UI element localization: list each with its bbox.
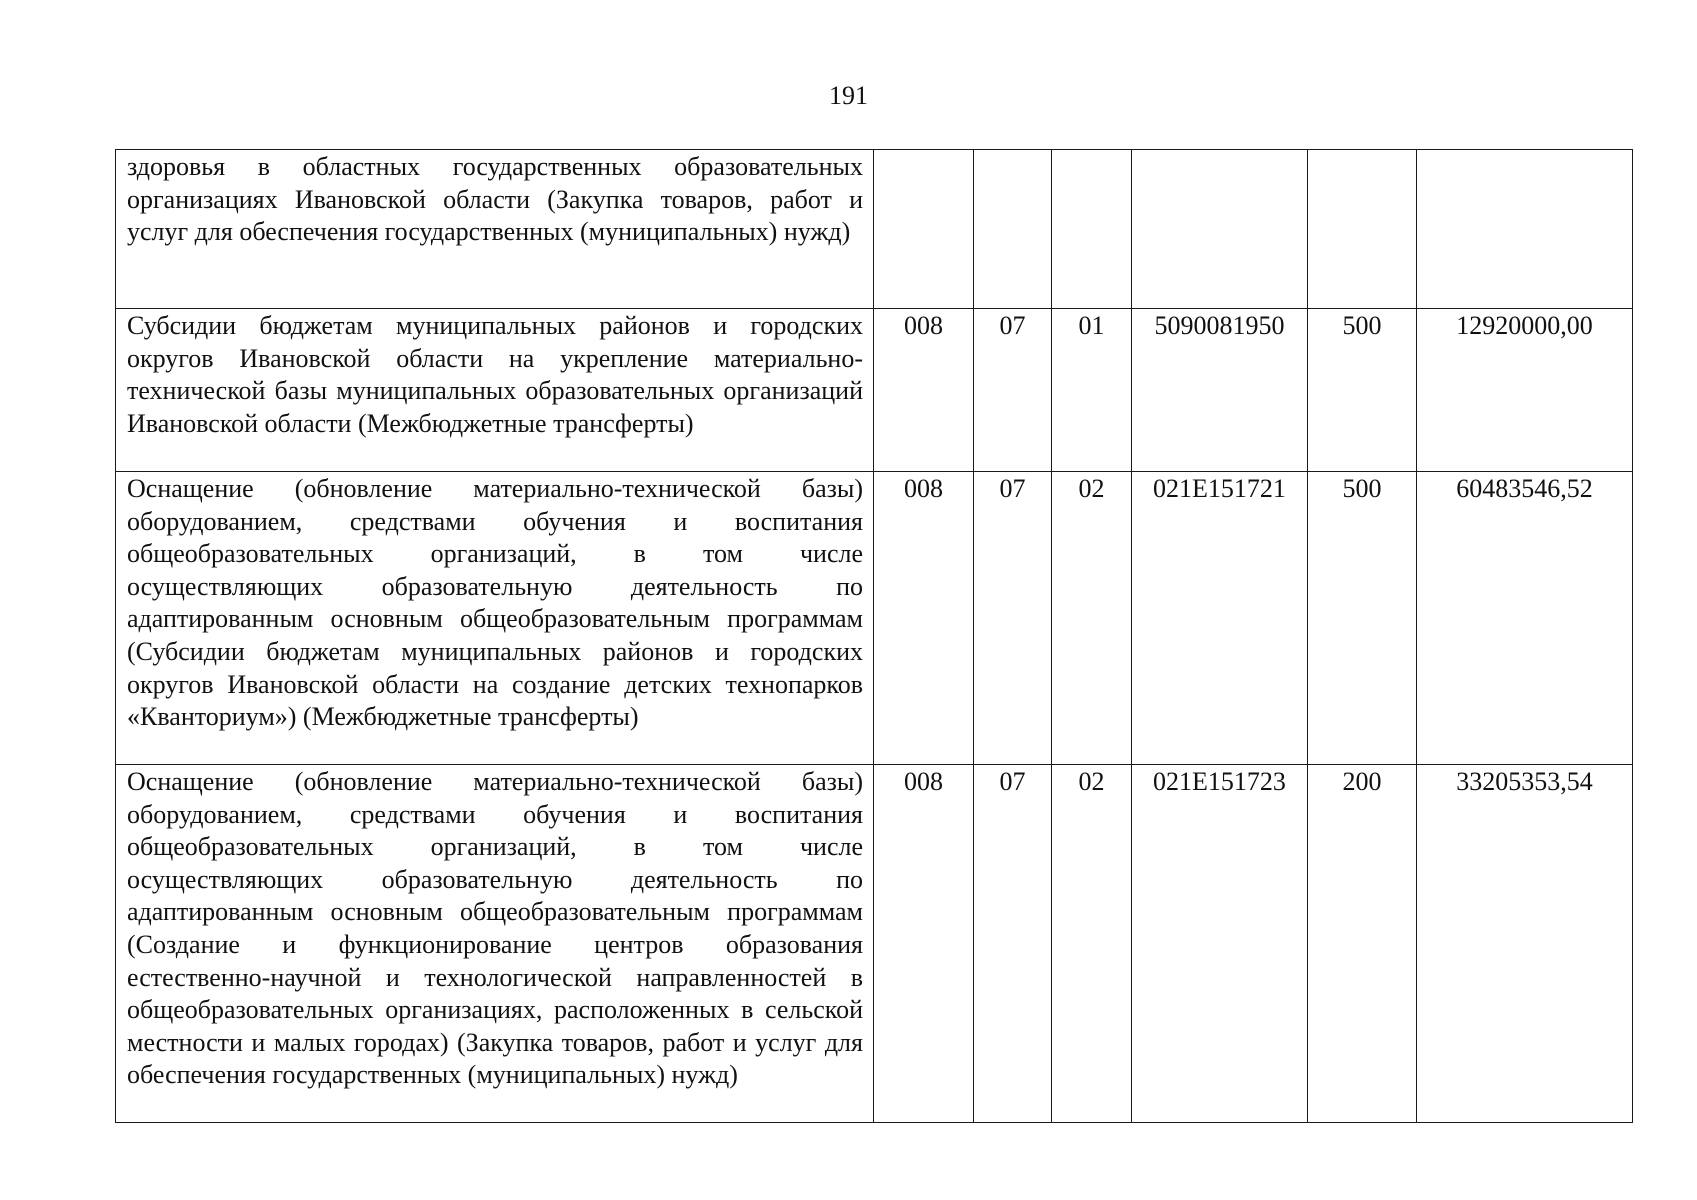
row-vr-code: 200: [1308, 765, 1417, 1123]
row-cs-code: [1132, 150, 1308, 309]
row-rz-code: 07: [974, 765, 1052, 1123]
row-gr-code: 008: [874, 472, 974, 765]
row-gr-code: 008: [874, 309, 974, 472]
page-number: 191: [829, 81, 868, 110]
row-sum: 60483546,52: [1417, 472, 1633, 765]
row-vr-code: 500: [1308, 472, 1417, 765]
row-description: здоровья в областных государственных образовательных организациях Ивановской области (Закупка товаров, работ и услуг для обеспечения государственных (муниципальных) нужд): [116, 150, 874, 309]
table-row: [116, 309, 1633, 472]
row-rz-code: 07: [974, 472, 1052, 765]
budget-table: [115, 149, 1633, 1123]
row-vr-code: 500: [1308, 309, 1417, 472]
row-sum: 12920000,00: [1417, 309, 1633, 472]
row-cs-code: 021E151723: [1132, 765, 1308, 1123]
table-row: [116, 765, 1633, 1123]
row-sum: 33205353,54: [1417, 765, 1633, 1123]
row-rz-code: [974, 150, 1052, 309]
row-description: Оснащение (обновление материально-технической базы) оборудованием, средствами обучения и воспитания общеобразовательных организаций, в том числе осуществляющих образовательную деятельность по адаптированным основным общеобразовательным программам (Субсидии бюджетам муниципальных районов и городских округов Ивановской области на создание детских технопарков «Кванториум») (Межбюджетные трансферты): [116, 472, 874, 765]
table-row: [116, 150, 1633, 309]
row-pr-code: [1052, 150, 1132, 309]
row-vr-code: [1308, 150, 1417, 309]
row-description: Субсидии бюджетам муниципальных районов и городских округов Ивановской области на укрепление материально-технической базы муниципальных образовательных организаций Ивановской области (Межбюджетные трансферты): [116, 309, 874, 472]
row-rz-code: 07: [974, 309, 1052, 472]
row-cs-code: 021E151721: [1132, 472, 1308, 765]
row-gr-code: [874, 150, 974, 309]
row-pr-code: 02: [1052, 765, 1132, 1123]
table-row: [116, 472, 1633, 765]
row-description: Оснащение (обновление материально-технической базы) оборудованием, средствами обучения и воспитания общеобразовательных организаций, в том числе осуществляющих образовательную деятельность по адаптированным основным общеобразовательным программам (Создание и функционирование центров образования естественно-научной и технологической направленностей в общеобразовательных организациях, расположенных в сельской местности и малых городах) (Закупка товаров, работ и услуг для обеспечения государственных (муниципальных) нужд): [116, 765, 874, 1123]
row-gr-code: 008: [874, 765, 974, 1123]
row-pr-code: 01: [1052, 309, 1132, 472]
row-pr-code: 02: [1052, 472, 1132, 765]
row-cs-code: 5090081950: [1132, 309, 1308, 472]
row-sum: [1417, 150, 1633, 309]
